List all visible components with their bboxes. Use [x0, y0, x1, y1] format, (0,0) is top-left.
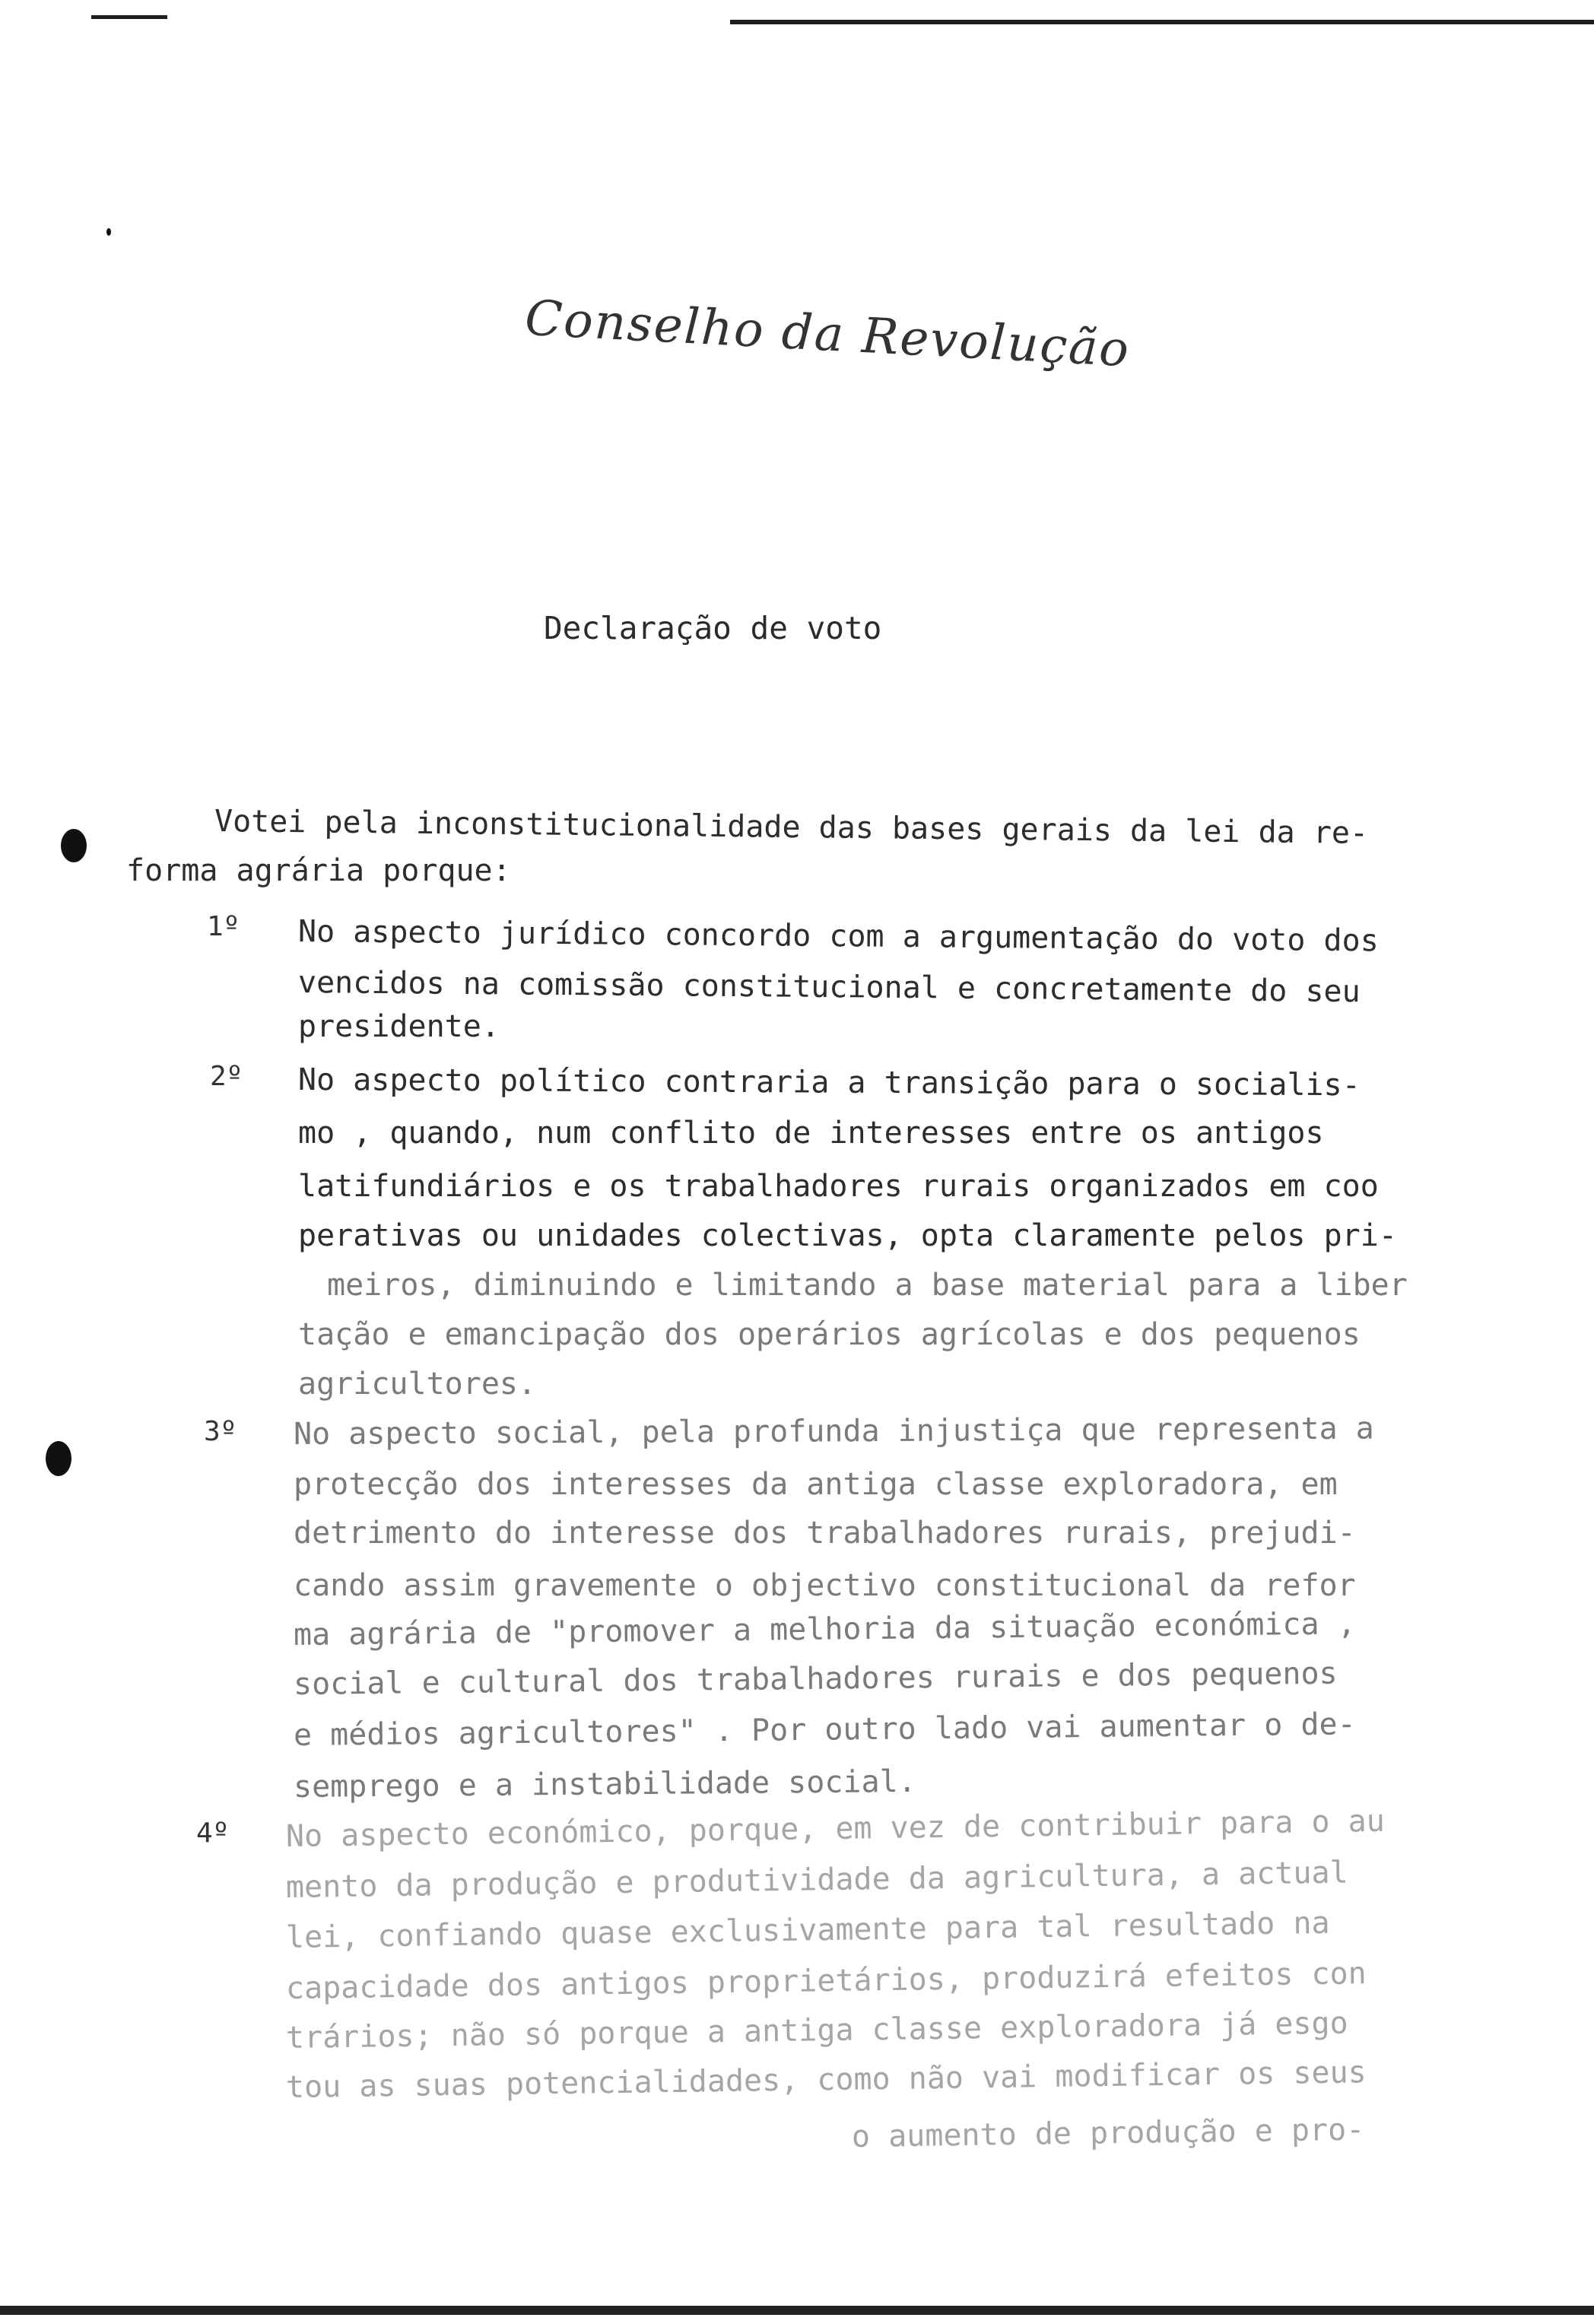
- point-2-line-7: agricultores.: [298, 1367, 537, 1402]
- intro-line-1: Votei pela inconstitucionalidade das bases gerais da lei da re-: [214, 804, 1369, 851]
- scan-edge-bottom: [0, 2306, 1594, 2315]
- point-2-line-5: meiros, diminuindo e limitando a base material para a liber: [327, 1268, 1408, 1303]
- point-3-line-5: ma agrária de "promover a melhoria da situação económica ,: [293, 1606, 1356, 1653]
- point-4-line-6: tou as suas potencialidades, como não vai modificar os seus: [285, 2055, 1367, 2105]
- document-title: Declaração de voto: [544, 610, 882, 646]
- point-3-line-2: protecção dos interesses da antiga classe exploradora, em: [294, 1467, 1338, 1502]
- point-3-line-3: detrimento do interesse dos trabalhadores rurais, prejudi-: [294, 1516, 1356, 1551]
- point-4-line-5: trários; não só porque a antiga classe exploradora já esgo: [285, 2005, 1348, 2056]
- point-2-line-6: tação e emancipação dos operários agrícolas e dos pequenos: [298, 1317, 1361, 1352]
- point-4-line-3: lei, confiando quase exclusivamente para tal resultado na: [285, 1905, 1330, 1955]
- point-3-line-4: cando assim gravemente o objectivo constitucional da refor: [294, 1568, 1356, 1603]
- point-1-line-1: No aspecto jurídico concordo com a argumentação do voto dos: [297, 914, 1379, 959]
- point-2-line-4: perativas ou unidades colectivas, opta claramente pelos pri-: [298, 1218, 1397, 1253]
- point-2-line-1: No aspecto político contraria a transição para o socialis-: [297, 1062, 1361, 1103]
- point-2-line-3: latifundiários e os trabalhadores rurais organizados em coo: [298, 1169, 1379, 1204]
- point-3-line-1: No aspecto social, pela profunda injustiça que representa a: [293, 1411, 1374, 1452]
- point-1-line-2: vencidos na comissão constitucional e concretamente do seu: [297, 965, 1361, 1010]
- punch-hole-mark-1: [61, 829, 87, 862]
- scan-edge-top-left: [91, 15, 167, 19]
- punch-hole-mark-2: [46, 1441, 71, 1476]
- speck-mark: [106, 228, 111, 236]
- point-4-line-1: No aspecto económico, porque, em vez de contribuir para o au: [285, 1803, 1386, 1854]
- point-3-line-7: e médios agricultores" . Por outro lado vai aumentar o de-: [293, 1706, 1356, 1753]
- scan-edge-top-right: [730, 20, 1594, 24]
- point-4-line-7: o aumento de produção e pro-: [851, 2112, 1365, 2154]
- point-1-line-3: presidente.: [298, 1009, 500, 1044]
- point-4-line-4: capacidade dos antigos proprietários, produzirá efeitos con: [285, 1956, 1367, 2006]
- point-2-ordinal: 2º: [210, 1061, 243, 1092]
- point-3-line-8: semprego e a instabilidade social.: [293, 1764, 916, 1805]
- letterhead: Conselho da Revolução: [523, 290, 1132, 379]
- point-3-line-6: social e cultural dos trabalhadores rurais e dos pequenos: [293, 1656, 1338, 1702]
- point-2-line-2: mo , quando, num conflito de interesses entre os antigos: [298, 1116, 1324, 1151]
- point-4-line-2: mento da produção e produtividade da agricultura, a actual: [285, 1855, 1348, 1905]
- point-3-ordinal: 3º: [204, 1416, 237, 1447]
- intro-line-2: forma agrária porque:: [126, 853, 511, 888]
- point-1-ordinal: 1º: [207, 911, 240, 942]
- point-4-ordinal: 4º: [196, 1818, 230, 1849]
